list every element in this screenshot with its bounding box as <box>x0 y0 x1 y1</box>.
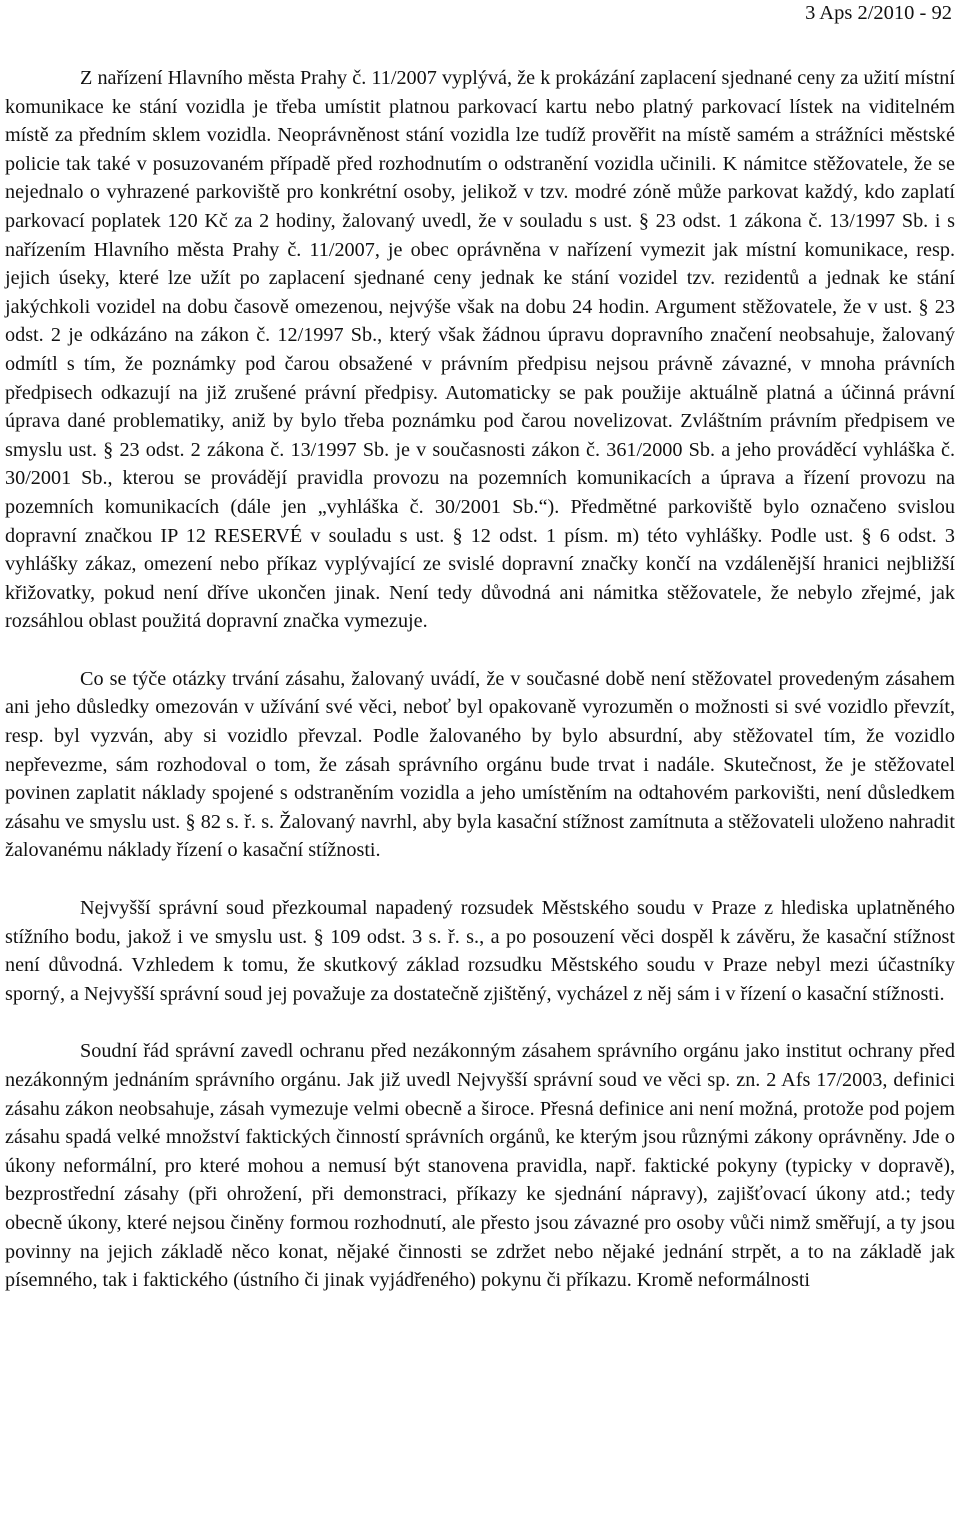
document-body <box>5 64 955 1295</box>
paragraph-court-review: Nejvyšší správní soud přezkoumal napadený rozsudek Městského soudu v Praze z hlediska uplatněného stížního bodu, jakož i ve smyslu ust. § 109 odst. 3 s. ř. s., a po posouzení věci dospěl k závěru, že kasační stížnost není důvodná. Vzhledem k tomu, že skutkový základ rozsudku Městského soudu v Praze nebyl mezi účastníky sporný, a Nejvyšší správní soud jej považuje za dostatečně zjištěný, vycházel z něj sám i v řízení o kasační stížnosti. <box>5 897 955 1005</box>
paragraph-duration-of-intervention: Co se týče otázky trvání zásahu, žalovaný uvádí, že v současné době není stěžovatel provedeným zásahem ani jeho důsledky omezován v užívání své věci, neboť byl opakovaně vyrozuměn o možnosti si své vozidlo převzít, resp. byl vyzván, aby si vozidlo převzal. Podle žalovaného by bylo absurdní, aby stěžovatel tím, že vozidlo nepřevezme, sám rozhodoval o tom, že zásah správního orgánu bude trvat i nadále. Skutečnost, že je stěžovatel povinen zaplatit náklady spojené s odstraněním vozidla a jeho umístěním na odtahovém parkovišti, není důsledkem zásahu ve smyslu ust. § 82 s. ř. s. Žalovaný navrhl, aby byla kasační stížnost zamítnuta a stěžovateli uloženo nahradit žalovanému náklady řízení o kasační stížnosti. <box>5 667 955 862</box>
paragraph-definition-of-intervention: Soudní řád správní zavedl ochranu před nezákonným zásahem správního orgánu jako institut ochrany před nezákonným jednáním správního orgánu. Jak již uvedl Nejvyšší správní soud ve věci sp. zn. 2 Afs 17/2003, definici zásahu zákon neobsahuje, zásah vymezuje velmi obecně a široce. Přesná definice ani není možná, protože pod pojem zásahu spadá velké množství faktických činností správních orgánů, ke kterým jsou různými zákony oprávněny. Jde o úkony neformální, pro které mohou a nemusí být stanovena pravidla, např. faktické pokyny (typicky v dopravě), bezprostřední zásahy (při ohrožení, při demonstraci, příkazy ke sjednání nápravy), zajišťovací úkony atd.; tedy obecně úkony, které nejsou činěny formou rozhodnutí, ale přesto jsou závazné pro osoby vůči nimž směřují, a ty jsou povinny na jejich základě něco konat, nějaké činnosti se zdržet nebo nějaké jednání strpět, a to na základě jak písemného, tak i faktického (ústního či jinak vyjádřeného) pokynu či příkazu. Kromě neformálnosti <box>5 1040 955 1292</box>
paragraph-regulation-and-parking-sign: Z nařízení Hlavního města Prahy č. 11/2007 vyplývá, že k prokázání zaplacení sjednané ceny za užití místní komunikace ke stání vozidla je třeba umístit platnou parkovací kartu nebo platný parkovací lístek na viditelném místě za předním sklem vozidla. Neoprávněnost stání vozidla lze tudíž prověřit na místě samém a strážníci městské policie tak také v posuzovaném případě před rozhodnutím o odstranění vozidla učinili. K námitce stěžovatele, že se nejednalo o vyhrazené parkoviště pro konkrétní osoby, jelikož v tzv. modré zóně může parkovat každý, kdo zaplatí parkovací poplatek 120 Kč za 2 hodiny, žalovaný uvedl, že v souladu s ust. § 23 odst. 1 zákona č. 13/1997 Sb. i s nařízením Hlavního města Prahy č. 11/2007, je obec oprávněna v nařízení vymezit jak místní komunikace, resp. jejich úseky, které lze užít po zaplacení sjednané ceny jednak ke stání vozidel tzv. rezidentů a jednak ke stání jakýchkoli vozidel na dobu časově omezenou, nejvýše však na dobu 24 hodin. Argument stěžovatele, že v ust. § 23 odst. 2 je odkázáno na zákon č. 12/1997 Sb., který však žádnou úpravu dopravního značení neobsahuje, žalovaný odmítl s tím, že poznámky pod čarou obsažené v právním předpisu nejsou právně závazné, v mnoha právních předpisech odkazují na již zrušené právní předpisy. Automaticky se pak použije aktuálně platná a účinná právní úprava dané problematiky, aniž by bylo třeba poznámku pod čarou novelizovat. Zvláštním právním předpisem ve smyslu ust. § 23 odst. 2 zákona č. 13/1997 Sb. je v současnosti zákon č. 361/2000 Sb. a jeho prováděcí vyhláška č. 30/2001 Sb., kterou se provádějí pravidla provozu na pozemních komunikacích a úprava a řízení provozu na pozemních komunikacích (dále jen „vyhláška č. 30/2001 Sb.“). Předmětné parkoviště bylo označeno svislou dopravní značkou IP 12 RESERVÉ v souladu s ust. § 12 odst. 1 písm. m) této vyhlášky. Podle ust. § 6 odst. 3 vyhlášky zákaz, omezení nebo příkaz vyplývající ze svislé dopravní značky končí na vzdálenější hranici nejbližší křižovatky, pokud není dříve ukončen jinak. Není tedy důvodná ani námitka stěžovatele, že nebylo zřejmé, jak rozsáhlou oblast použitá dopravní značka vymezuje. <box>5 67 955 633</box>
page-header-case-reference: 3 Aps 2/2010 - 92 <box>805 2 952 24</box>
